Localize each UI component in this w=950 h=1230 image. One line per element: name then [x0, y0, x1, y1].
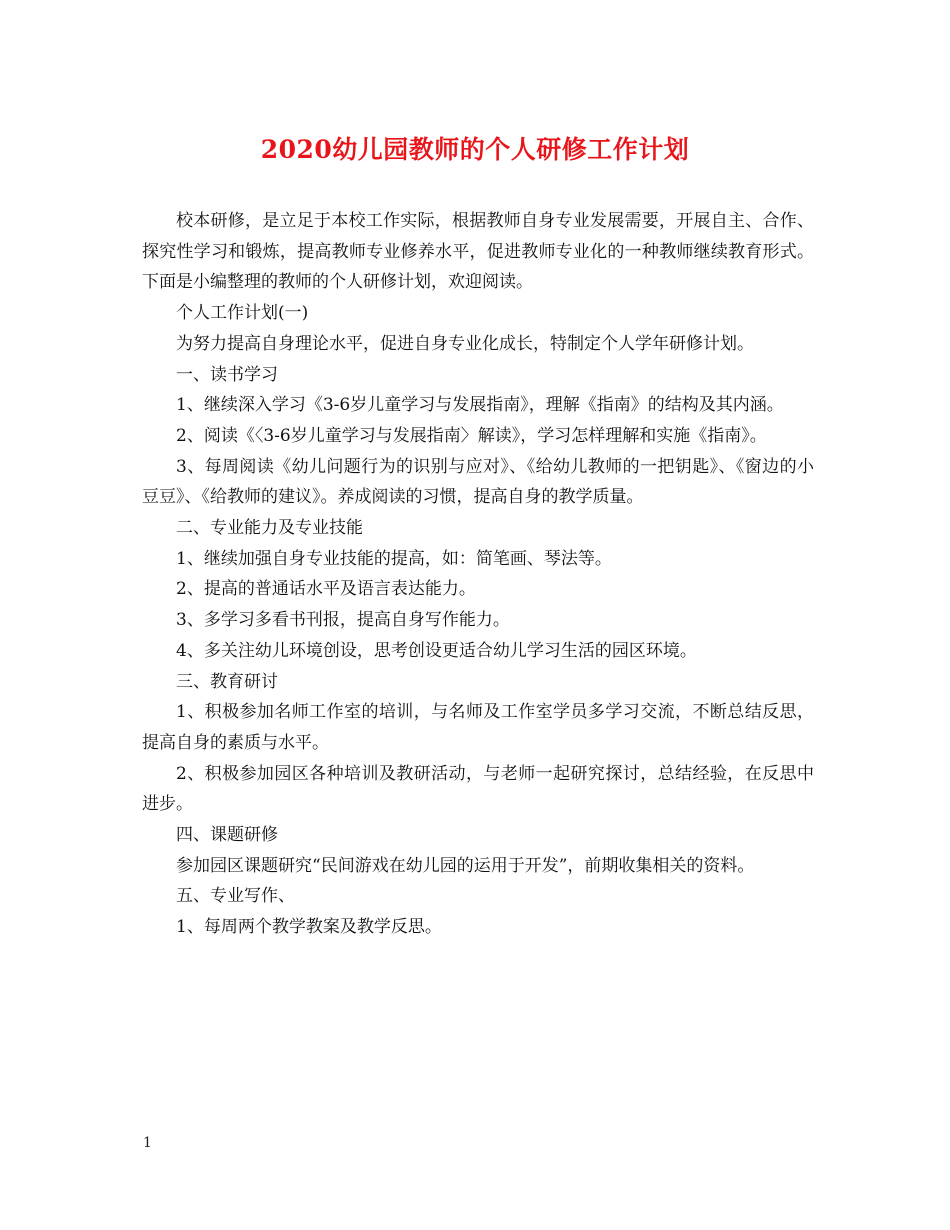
list-item: 3、每周阅读《幼儿问题行为的识别与应对》、《给幼儿教师的一把钥匙》、《窗边的小豆豆》、《给教师的建议》。养成阅读的习惯，提高自身的教学质量。	[142, 456, 814, 508]
section-heading-writing: 五、专业写作、	[176, 886, 295, 907]
list-item: 1、继续深入学习《3-6岁儿童学习与发展指南》，理解《指南》的结构及其内涵。	[176, 395, 784, 416]
section-heading-plan-one: 个人工作计划(一)	[176, 303, 309, 324]
list-item: 3、多学习多看书刊报，提高自身写作能力。	[176, 610, 510, 631]
list-item: 2、积极参加园区各种培训及教研活动，与老师一起研究探讨，总结经验，在反思中进步。	[142, 763, 814, 815]
document-body	[142, 206, 814, 943]
list-item: 4、多关注幼儿环境创设，思考创设更适合幼儿学习生活的园区环境。	[176, 640, 697, 661]
list-item: 1、继续加强自身专业技能的提高，如：简笔画、琴法等。	[176, 548, 612, 569]
paragraph: 参加园区课题研究“民间游戏在幼儿园的运用于开发”，前期收集相关的资料。	[176, 855, 755, 876]
section-heading-skills: 二、专业能力及专业技能	[176, 518, 363, 539]
paragraph: 为努力提高自身理论水平，促进自身专业化成长，特制定个人学年研修计划。	[176, 333, 754, 354]
list-item: 1、每周两个教学教案及教学反思。	[176, 917, 442, 938]
document-title: 2020幼儿园教师的个人研修工作计划	[260, 135, 690, 164]
page-number: 1	[143, 1135, 152, 1151]
list-item: 2、阅读《〈3-6岁儿童学习与发展指南〉解读》，学习怎样理解和实施《指南》。	[176, 425, 767, 446]
list-item: 2、提高的普通话水平及语言表达能力。	[176, 579, 476, 600]
section-heading-reading: 一、读书学习	[176, 364, 278, 385]
section-heading-research: 三、教育研讨	[176, 671, 278, 692]
paragraph-intro: 校本研修，是立足于本校工作实际，根据教师自身专业发展需要，开展自主、合作、探究性学习和锻炼，提高教师专业修养水平，促进教师专业化的一种教师继续教育形式。下面是小编整理的教师的个人研修计划，欢迎阅读。	[142, 211, 814, 293]
list-item: 1、积极参加名师工作室的培训，与名师及工作室学员多学习交流，不断总结反思，提高自身的素质与水平。	[142, 702, 814, 753]
section-heading-project: 四、课题研修	[176, 825, 278, 846]
